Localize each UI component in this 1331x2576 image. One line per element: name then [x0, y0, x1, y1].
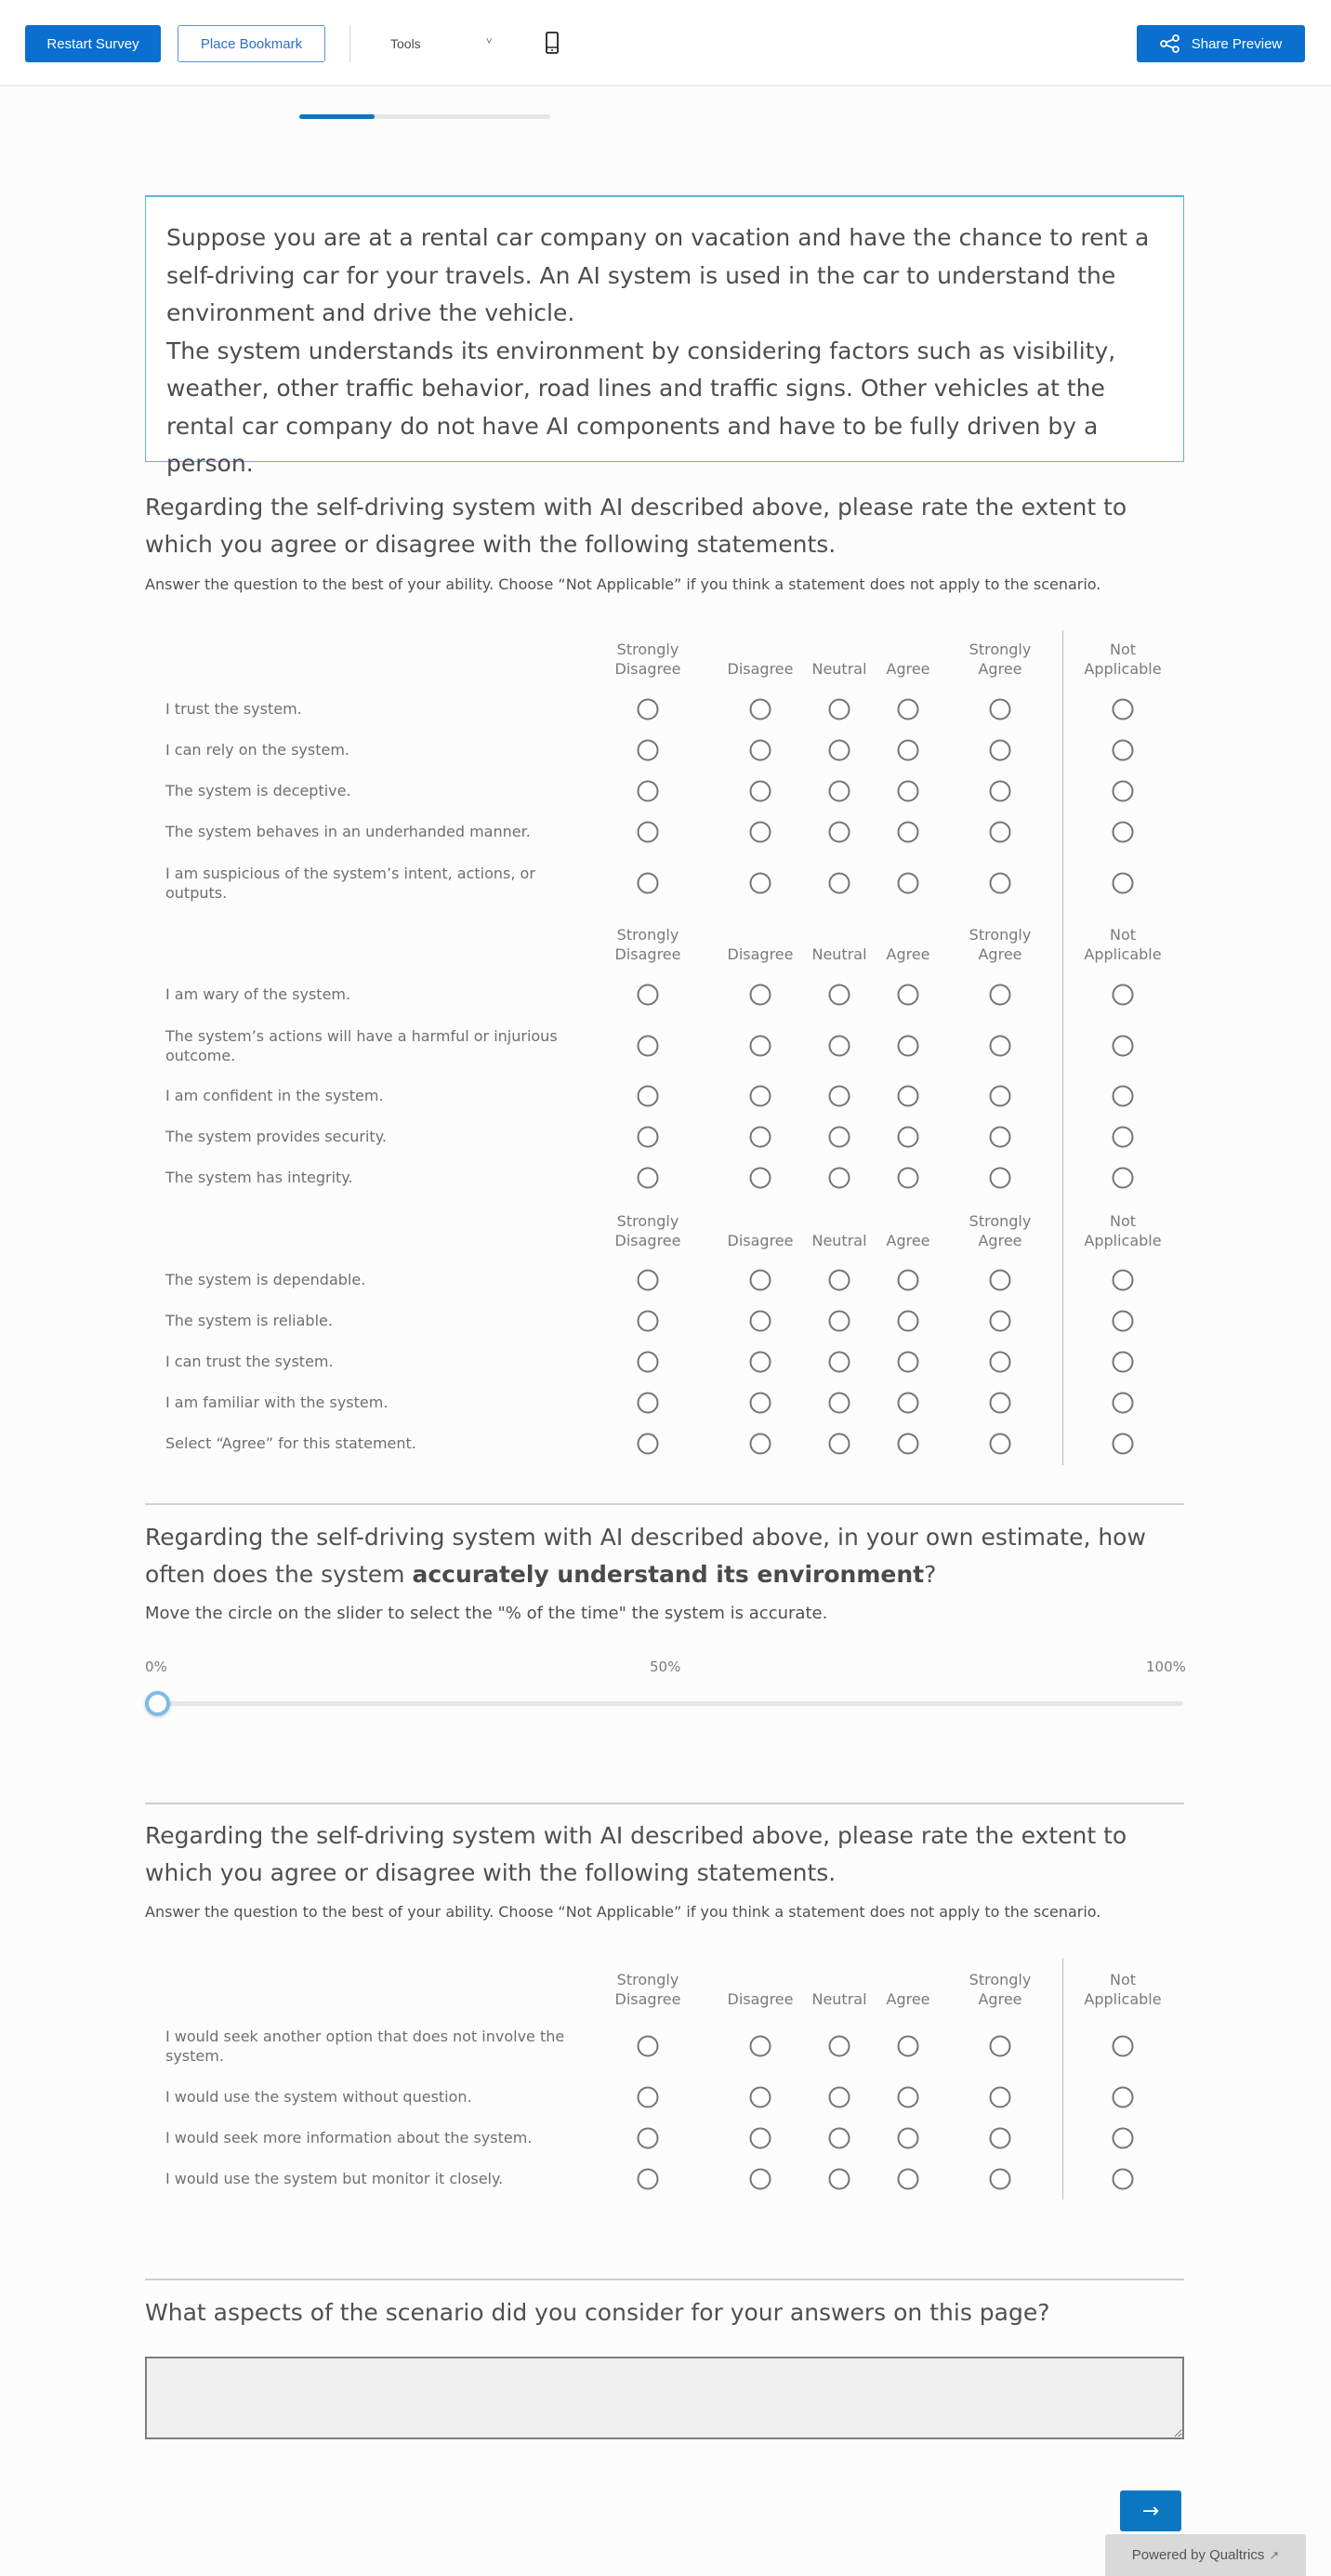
- column-header: [1084, 1970, 1161, 2009]
- radio-disagree[interactable]: [750, 2036, 771, 2057]
- radio-strongly-agree[interactable]: [990, 2169, 1011, 2190]
- radio-neutral[interactable]: [829, 2169, 850, 2190]
- radio-agree[interactable]: [898, 1352, 919, 1373]
- column-header: [886, 925, 929, 964]
- column-header-line2: Disagree: [727, 1990, 794, 2008]
- radio-strongly-agree[interactable]: [990, 1311, 1011, 1332]
- radio-strongly-agree[interactable]: [990, 740, 1011, 761]
- column-header-line1: [886, 1211, 929, 1231]
- radio-agree[interactable]: [898, 2169, 919, 2190]
- column-header: [1084, 640, 1161, 679]
- column-header: [886, 1970, 929, 2009]
- radio-not-applicable[interactable]: [1113, 1086, 1134, 1107]
- column-header-line2: Disagree: [727, 945, 794, 963]
- column-header-line1: [886, 1970, 929, 1989]
- radio-neutral[interactable]: [829, 1036, 850, 1057]
- column-header-line2: Applicable: [1084, 945, 1162, 963]
- radio-neutral[interactable]: [829, 781, 850, 802]
- radio-strongly-agree[interactable]: [990, 1433, 1011, 1455]
- radio-agree[interactable]: [898, 1270, 919, 1291]
- column-header-line2: Applicable: [1084, 660, 1162, 678]
- radio-agree[interactable]: [898, 1086, 919, 1107]
- radio-strongly-disagree[interactable]: [638, 1036, 659, 1057]
- radio-disagree[interactable]: [750, 699, 771, 720]
- radio-neutral[interactable]: [829, 1168, 850, 1189]
- radio-agree[interactable]: [898, 2036, 919, 2057]
- radio-strongly-agree[interactable]: [990, 2128, 1011, 2149]
- radio-neutral[interactable]: [829, 1311, 850, 1332]
- share-preview-button[interactable]: [1137, 25, 1305, 62]
- radio-not-applicable[interactable]: [1113, 984, 1134, 1006]
- statement-label: I am wary of the system.: [165, 985, 351, 1003]
- radio-strongly-agree[interactable]: [990, 1270, 1011, 1291]
- radio-disagree[interactable]: [750, 2087, 771, 2108]
- not-applicable-divider: [1062, 1958, 1063, 2200]
- column-header-line2: Disagree: [727, 660, 794, 678]
- radio-agree[interactable]: [898, 984, 919, 1006]
- radio-strongly-disagree[interactable]: [638, 1311, 659, 1332]
- radio-not-applicable[interactable]: [1113, 1433, 1134, 1455]
- radio-neutral[interactable]: [829, 2036, 850, 2057]
- column-header: [615, 925, 681, 964]
- progress-bar: [299, 114, 550, 119]
- radio-not-applicable[interactable]: [1113, 699, 1134, 720]
- statement-label: I am familiar with the system.: [165, 1394, 389, 1411]
- question-divider: [145, 1803, 1184, 1804]
- column-header-line2: Neutral: [811, 945, 867, 963]
- accuracy-slider-handle[interactable]: [145, 1691, 170, 1716]
- q1-title: Regarding the self-driving system with AI described above, please rate the extent to which you agree or disagree with the following statements.: [145, 494, 1127, 558]
- column-header-line2: Neutral: [811, 660, 867, 678]
- radio-neutral[interactable]: [829, 1270, 850, 1291]
- column-header-line1: Not: [1109, 926, 1137, 944]
- scenario-paragraph-2: The system understands its environment by considering factors such as visibility, weather, other traffic behavior, road lines and traffic signs. Other vehicles at the rental car company do not have AI components and have to be fully driven by a person.: [166, 337, 1116, 477]
- radio-disagree[interactable]: [750, 873, 771, 894]
- statement-label: The system is deceptive.: [165, 782, 351, 799]
- q2-instruction: Move the circle on the slider to select the "% of the time" the system is accurate.: [145, 1604, 828, 1623]
- column-header: [615, 1211, 681, 1250]
- q4-title: What aspects of the scenario did you consider for your answers on this page?: [145, 2299, 1050, 2326]
- column-header: [969, 640, 1032, 679]
- statement-label: The system’s actions will have a harmful or injurious outcome.: [165, 1027, 558, 1064]
- column-header-line1: [886, 640, 929, 659]
- radio-neutral[interactable]: [829, 822, 850, 843]
- column-header-line1: Not: [1109, 641, 1137, 658]
- radio-disagree[interactable]: [750, 1311, 771, 1332]
- tools-label: Tools: [390, 36, 421, 51]
- q3-instruction: Answer the question to the best of your ability. Choose “Not Applicable” if you think a statement does not apply to the scenario.: [145, 1903, 1101, 1921]
- q2-title-suffix: ?: [924, 1561, 937, 1588]
- statement-label: I am confident in the system.: [165, 1087, 384, 1104]
- column-header: [811, 925, 866, 964]
- radio-strongly-disagree[interactable]: [638, 873, 659, 894]
- radio-neutral[interactable]: [829, 2087, 850, 2108]
- radio-neutral[interactable]: [829, 1086, 850, 1107]
- slider-min-label: 0%: [145, 1658, 167, 1675]
- column-header-line1: Strongly: [969, 641, 1032, 658]
- radio-strongly-agree[interactable]: [990, 1352, 1011, 1373]
- statement-label: I trust the system.: [165, 700, 302, 718]
- column-header-line1: [728, 640, 794, 659]
- radio-strongly-disagree[interactable]: [638, 984, 659, 1006]
- radio-disagree[interactable]: [750, 1168, 771, 1189]
- column-header-line1: [886, 925, 929, 945]
- radio-not-applicable[interactable]: [1113, 1311, 1134, 1332]
- radio-strongly-agree[interactable]: [990, 1127, 1011, 1148]
- radio-strongly-agree[interactable]: [990, 781, 1011, 802]
- radio-strongly-agree[interactable]: [990, 2087, 1011, 2108]
- radio-strongly-disagree[interactable]: [638, 1352, 659, 1373]
- radio-strongly-agree[interactable]: [990, 822, 1011, 843]
- column-header-line2: Applicable: [1084, 1232, 1162, 1249]
- q1-instruction: Answer the question to the best of your ability. Choose “Not Applicable” if you think a statement does not apply to the scenario.: [145, 575, 1101, 593]
- radio-not-applicable[interactable]: [1113, 1168, 1134, 1189]
- column-header-line2: Agree: [978, 1990, 1022, 2008]
- statement-label: I would use the system but monitor it closely.: [165, 2170, 504, 2187]
- column-header: [886, 1211, 929, 1250]
- radio-agree[interactable]: [898, 1311, 919, 1332]
- radio-disagree[interactable]: [750, 781, 771, 802]
- q3-title: Regarding the self-driving system with AI described above, please rate the extent to which you agree or disagree with the following statements.: [145, 1822, 1127, 1886]
- column-header-line2: Agree: [886, 945, 930, 963]
- radio-neutral[interactable]: [829, 740, 850, 761]
- powered-by-label: Powered by Qualtrics: [1131, 2547, 1265, 2563]
- column-header-line1: Strongly: [616, 926, 679, 944]
- radio-neutral[interactable]: [829, 699, 850, 720]
- column-header: [1084, 925, 1161, 964]
- toolbar-divider: [349, 25, 350, 62]
- radio-agree[interactable]: [898, 2087, 919, 2108]
- statement-label: The system provides security.: [165, 1128, 387, 1145]
- accuracy-slider-track[interactable]: [152, 1701, 1183, 1706]
- radio-not-applicable[interactable]: [1113, 740, 1134, 761]
- next-button[interactable]: →: [1120, 2490, 1181, 2531]
- column-header: [615, 640, 681, 679]
- radio-strongly-disagree[interactable]: [638, 1168, 659, 1189]
- radio-disagree[interactable]: [750, 740, 771, 761]
- column-header-line2: Neutral: [811, 1990, 867, 2008]
- scenario-description: [145, 195, 1184, 477]
- radio-strongly-disagree[interactable]: [638, 1433, 659, 1455]
- column-header-line1: [728, 1211, 794, 1231]
- radio-disagree[interactable]: [750, 1393, 771, 1414]
- column-header-line2: Applicable: [1084, 1990, 1162, 2008]
- radio-neutral[interactable]: [829, 984, 850, 1006]
- column-header: [969, 925, 1032, 964]
- share-icon: [1160, 34, 1180, 53]
- radio-neutral[interactable]: [829, 1127, 850, 1148]
- radio-disagree[interactable]: [750, 2128, 771, 2149]
- q2-title-prefix: Regarding the self-driving system with AI described above, in your own estimate, how often does the system: [145, 1524, 1146, 1588]
- radio-strongly-disagree[interactable]: [638, 2169, 659, 2190]
- radio-strongly-agree[interactable]: [990, 1168, 1011, 1189]
- scenario-paragraph-1: Suppose you are at a rental car company on vacation and have the chance to rent a self-driving car for your travels. An AI system is used in the car to understand the environment and drive the vehicle.: [166, 224, 1150, 326]
- radio-not-applicable[interactable]: [1113, 2169, 1134, 2190]
- mobile-phone-icon[interactable]: [546, 32, 559, 54]
- radio-agree[interactable]: [898, 1036, 919, 1057]
- radio-not-applicable[interactable]: [1113, 822, 1134, 843]
- radio-agree[interactable]: [898, 740, 919, 761]
- radio-not-applicable[interactable]: [1113, 1127, 1134, 1148]
- radio-strongly-agree[interactable]: [990, 2036, 1011, 2057]
- column-header: [728, 1211, 794, 1250]
- column-header: [811, 640, 866, 679]
- question-divider: [145, 2279, 1184, 2280]
- radio-disagree[interactable]: [750, 1086, 771, 1107]
- statement-label: The system is dependable.: [165, 1271, 366, 1288]
- radio-agree[interactable]: [898, 873, 919, 894]
- radio-strongly-agree[interactable]: [990, 1036, 1011, 1057]
- radio-agree[interactable]: [898, 699, 919, 720]
- radio-strongly-agree[interactable]: [990, 1393, 1011, 1414]
- radio-neutral[interactable]: [829, 1433, 850, 1455]
- column-header: [728, 925, 794, 964]
- column-header-line1: Strongly: [969, 1971, 1032, 1988]
- statement-label: I can trust the system.: [165, 1353, 334, 1370]
- column-header: [728, 640, 794, 679]
- column-header: [886, 640, 929, 679]
- statement-label: I would seek more information about the system.: [165, 2129, 533, 2147]
- radio-strongly-disagree[interactable]: [638, 2128, 659, 2149]
- column-header-line1: Not: [1109, 1971, 1137, 1988]
- radio-strongly-disagree[interactable]: [638, 740, 659, 761]
- place-bookmark-button[interactable]: Place Bookmark: [178, 25, 325, 62]
- radio-not-applicable[interactable]: [1113, 1270, 1134, 1291]
- progress-fill: [299, 114, 375, 119]
- column-header: [969, 1970, 1032, 2009]
- radio-not-applicable[interactable]: [1113, 1393, 1134, 1414]
- statement-label: The system is reliable.: [165, 1312, 333, 1329]
- column-header-line2: Disagree: [614, 1990, 681, 2008]
- column-header-line1: [728, 1970, 794, 1989]
- radio-agree[interactable]: [898, 781, 919, 802]
- radio-disagree[interactable]: [750, 822, 771, 843]
- radio-disagree[interactable]: [750, 1127, 771, 1148]
- radio-agree[interactable]: [898, 1168, 919, 1189]
- radio-not-applicable[interactable]: [1113, 1036, 1134, 1057]
- radio-strongly-agree[interactable]: [990, 1086, 1011, 1107]
- share-preview-label: Share Preview: [1191, 35, 1283, 52]
- column-header: [1084, 1211, 1161, 1250]
- radio-disagree[interactable]: [750, 984, 771, 1006]
- radio-neutral[interactable]: [829, 873, 850, 894]
- column-header: [728, 1970, 794, 2009]
- column-header-line2: Agree: [978, 945, 1022, 963]
- radio-strongly-disagree[interactable]: [638, 699, 659, 720]
- column-header-line2: Disagree: [614, 1232, 681, 1249]
- radio-disagree[interactable]: [750, 1036, 771, 1057]
- radio-not-applicable[interactable]: [1113, 781, 1134, 802]
- statement-label: I would use the system without question.: [165, 2088, 472, 2106]
- radio-strongly-disagree[interactable]: [638, 2036, 659, 2057]
- radio-agree[interactable]: [898, 1127, 919, 1148]
- radio-disagree[interactable]: [750, 2169, 771, 2190]
- radio-agree[interactable]: [898, 2128, 919, 2149]
- tools-dropdown[interactable]: [390, 25, 521, 62]
- column-header: [811, 1970, 866, 2009]
- slider-mid-label: 50%: [650, 1658, 681, 1675]
- radio-disagree[interactable]: [750, 1270, 771, 1291]
- radio-strongly-disagree[interactable]: [638, 1127, 659, 1148]
- radio-strongly-agree[interactable]: [990, 984, 1011, 1006]
- statement-label: The system has integrity.: [165, 1169, 353, 1186]
- column-header-line2: Agree: [886, 1990, 930, 2008]
- column-header-line1: Strongly: [616, 641, 679, 658]
- slider-max-label: 100%: [1146, 1658, 1186, 1675]
- restart-survey-button[interactable]: Restart Survey: [25, 25, 161, 62]
- aspects-text-entry[interactable]: [145, 2357, 1184, 2439]
- q2-title: [145, 1519, 1184, 1593]
- radio-not-applicable[interactable]: [1113, 2087, 1134, 2108]
- external-link-icon: ↗: [1269, 2547, 1280, 2562]
- q2-title-bold: accurately understand its environment: [412, 1561, 925, 1588]
- radio-disagree[interactable]: [750, 1433, 771, 1455]
- column-header-line1: Strongly: [616, 1971, 679, 1988]
- column-header-line2: Disagree: [727, 1232, 794, 1249]
- radio-not-applicable[interactable]: [1113, 2128, 1134, 2149]
- question-divider: [145, 1503, 1184, 1505]
- radio-neutral[interactable]: [829, 2128, 850, 2149]
- chevron-down-icon: ˅: [486, 36, 493, 47]
- preview-toolbar: [0, 0, 1331, 86]
- column-header-line1: [811, 1970, 866, 1989]
- column-header-line1: [811, 1211, 866, 1231]
- radio-disagree[interactable]: [750, 1352, 771, 1373]
- statement-label: I would seek another option that does not involve the system.: [165, 2028, 565, 2065]
- radio-strongly-agree[interactable]: [990, 873, 1011, 894]
- radio-strongly-disagree[interactable]: [638, 822, 659, 843]
- radio-neutral[interactable]: [829, 1393, 850, 1414]
- column-header-line1: Strongly: [616, 1212, 679, 1230]
- radio-strongly-disagree[interactable]: [638, 1086, 659, 1107]
- column-header-line1: [728, 925, 794, 945]
- column-header-line1: Not: [1109, 1212, 1137, 1230]
- radio-strongly-disagree[interactable]: [638, 1393, 659, 1414]
- radio-strongly-disagree[interactable]: [638, 2087, 659, 2108]
- radio-agree[interactable]: [898, 1433, 919, 1455]
- column-header-line1: Strongly: [969, 1212, 1032, 1230]
- radio-agree[interactable]: [898, 822, 919, 843]
- column-header-line2: Disagree: [614, 660, 681, 678]
- column-header-line2: Agree: [886, 660, 930, 678]
- statement-label: The system behaves in an underhanded manner.: [165, 823, 531, 840]
- column-header-line1: Strongly: [969, 926, 1032, 944]
- column-header-line2: Agree: [978, 1232, 1022, 1249]
- radio-not-applicable[interactable]: [1113, 873, 1134, 894]
- radio-strongly-agree[interactable]: [990, 699, 1011, 720]
- column-header-line1: [811, 640, 866, 659]
- column-header-line2: Agree: [978, 660, 1022, 678]
- column-header: [969, 1211, 1032, 1250]
- column-header-line1: [811, 925, 866, 945]
- column-header-line2: Disagree: [614, 945, 681, 963]
- radio-neutral[interactable]: [829, 1352, 850, 1373]
- radio-not-applicable[interactable]: [1113, 1352, 1134, 1373]
- powered-by-qualtrics-link[interactable]: [1105, 2534, 1306, 2576]
- statement-label: Select “Agree” for this statement.: [165, 1434, 416, 1452]
- statement-label: I can rely on the system.: [165, 741, 349, 759]
- radio-agree[interactable]: [898, 1393, 919, 1414]
- not-applicable-divider: [1062, 630, 1063, 1465]
- radio-strongly-disagree[interactable]: [638, 781, 659, 802]
- statement-label: I am suspicious of the system’s intent, actions, or outputs.: [165, 865, 535, 902]
- radio-strongly-disagree[interactable]: [638, 1270, 659, 1291]
- column-header-line2: Agree: [886, 1232, 930, 1249]
- radio-not-applicable[interactable]: [1113, 2036, 1134, 2057]
- column-header: [811, 1211, 866, 1250]
- column-header-line2: Neutral: [811, 1232, 867, 1249]
- column-header: [615, 1970, 681, 2009]
